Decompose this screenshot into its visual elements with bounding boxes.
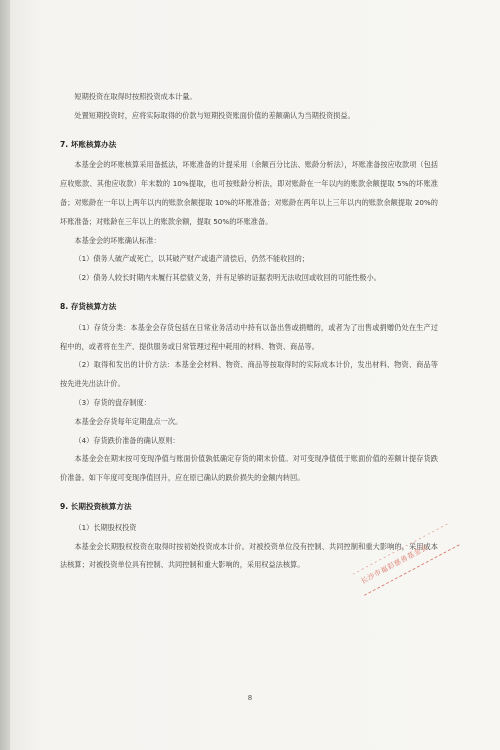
binding-edge: [0, 0, 10, 750]
seal-stamp-text: 长沙市福彩慈善基金会: [359, 543, 430, 586]
paragraph: （1）存货分类：本基金会存货包括在日常业务活动中持有以备出售或捐赠的，或者为了出售或捐赠仍处在生产过程中的，或者将在生产、提供服务或日常管理过程中耗用的材料、物资、商品等。: [60, 322, 439, 351]
page-number: 8: [247, 694, 253, 702]
paragraph: 本基金会存货每年定期盘点一次。: [74, 416, 183, 426]
paragraph: 短期投资在取得时按照投资成本计量。: [74, 92, 197, 101]
paragraph: （1）长期股权投资: [74, 522, 137, 532]
paragraph: （1）债务人破产或死亡，以其破产财产或遗产清偿后，仍然不能收回的；: [74, 254, 309, 264]
paragraph: 处置短期投资时，应将实际取得的价款与短期投资账面价值的差额确认为当期投资损益。: [74, 110, 355, 120]
paragraph: 本基金会的坏账确认标准：: [74, 235, 161, 245]
section-heading-long-term-investment: 9. 长期投资核算方法: [60, 501, 132, 511]
paragraph: 本基金会在期末按可变现净值与账面价值孰低确定存货的期末价值。对可变现净值低于账面价值的差额计提存货跌价准备。如下年度可变现净值回升，应在原已确认的跌价损失的金额内转回。: [60, 454, 438, 483]
paragraph: 本基金会长期股权投资在取得时按初始投资成本计价。对被投资单位没有控制、共同控制和重大影响的，采用成本法核算；对被投资单位具有控制、共同控制和重大影响的，采用权益法核算。: [60, 541, 438, 570]
section-heading-bad-debt: 7. 坏账核算办法: [60, 139, 117, 149]
paragraph: （2）债务人较长时期内未履行其偿债义务，并有足够的证据表明无法收回或收回的可能性极小。: [74, 273, 381, 283]
paragraph: 本基金会的坏账核算采用备抵法，坏账准备的计提采用（余额百分比法、账龄分析法），坏账准备按应收款项（包括应收账款、其他应收款）年末数的 10%提取，也可按账龄分析法，即对账龄在一年以内的账款余额提取 5%的坏账准备；对账龄在一年以上两年以内的账款余额提取 10%的坏账准备；对账龄在两年以上三年以内的账款余额提取 20%的坏账准备；对账龄在三年以上的账款余额，提取 50%的坏账准备。: [60, 160, 438, 226]
paragraph: （3）存货的盘存制度：: [74, 397, 151, 407]
section-heading-inventory: 8. 存货核算方法: [60, 301, 117, 311]
paragraph: （4）存货跌价准备的确认原则：: [74, 435, 180, 445]
paragraph: （2）取得和发出的计价方法：本基金会材料、物资、商品等按取得时的实际成本计价，发出材料、物资、商品等按先进先出法计价。: [60, 360, 439, 389]
document-body: [60, 88, 438, 575]
